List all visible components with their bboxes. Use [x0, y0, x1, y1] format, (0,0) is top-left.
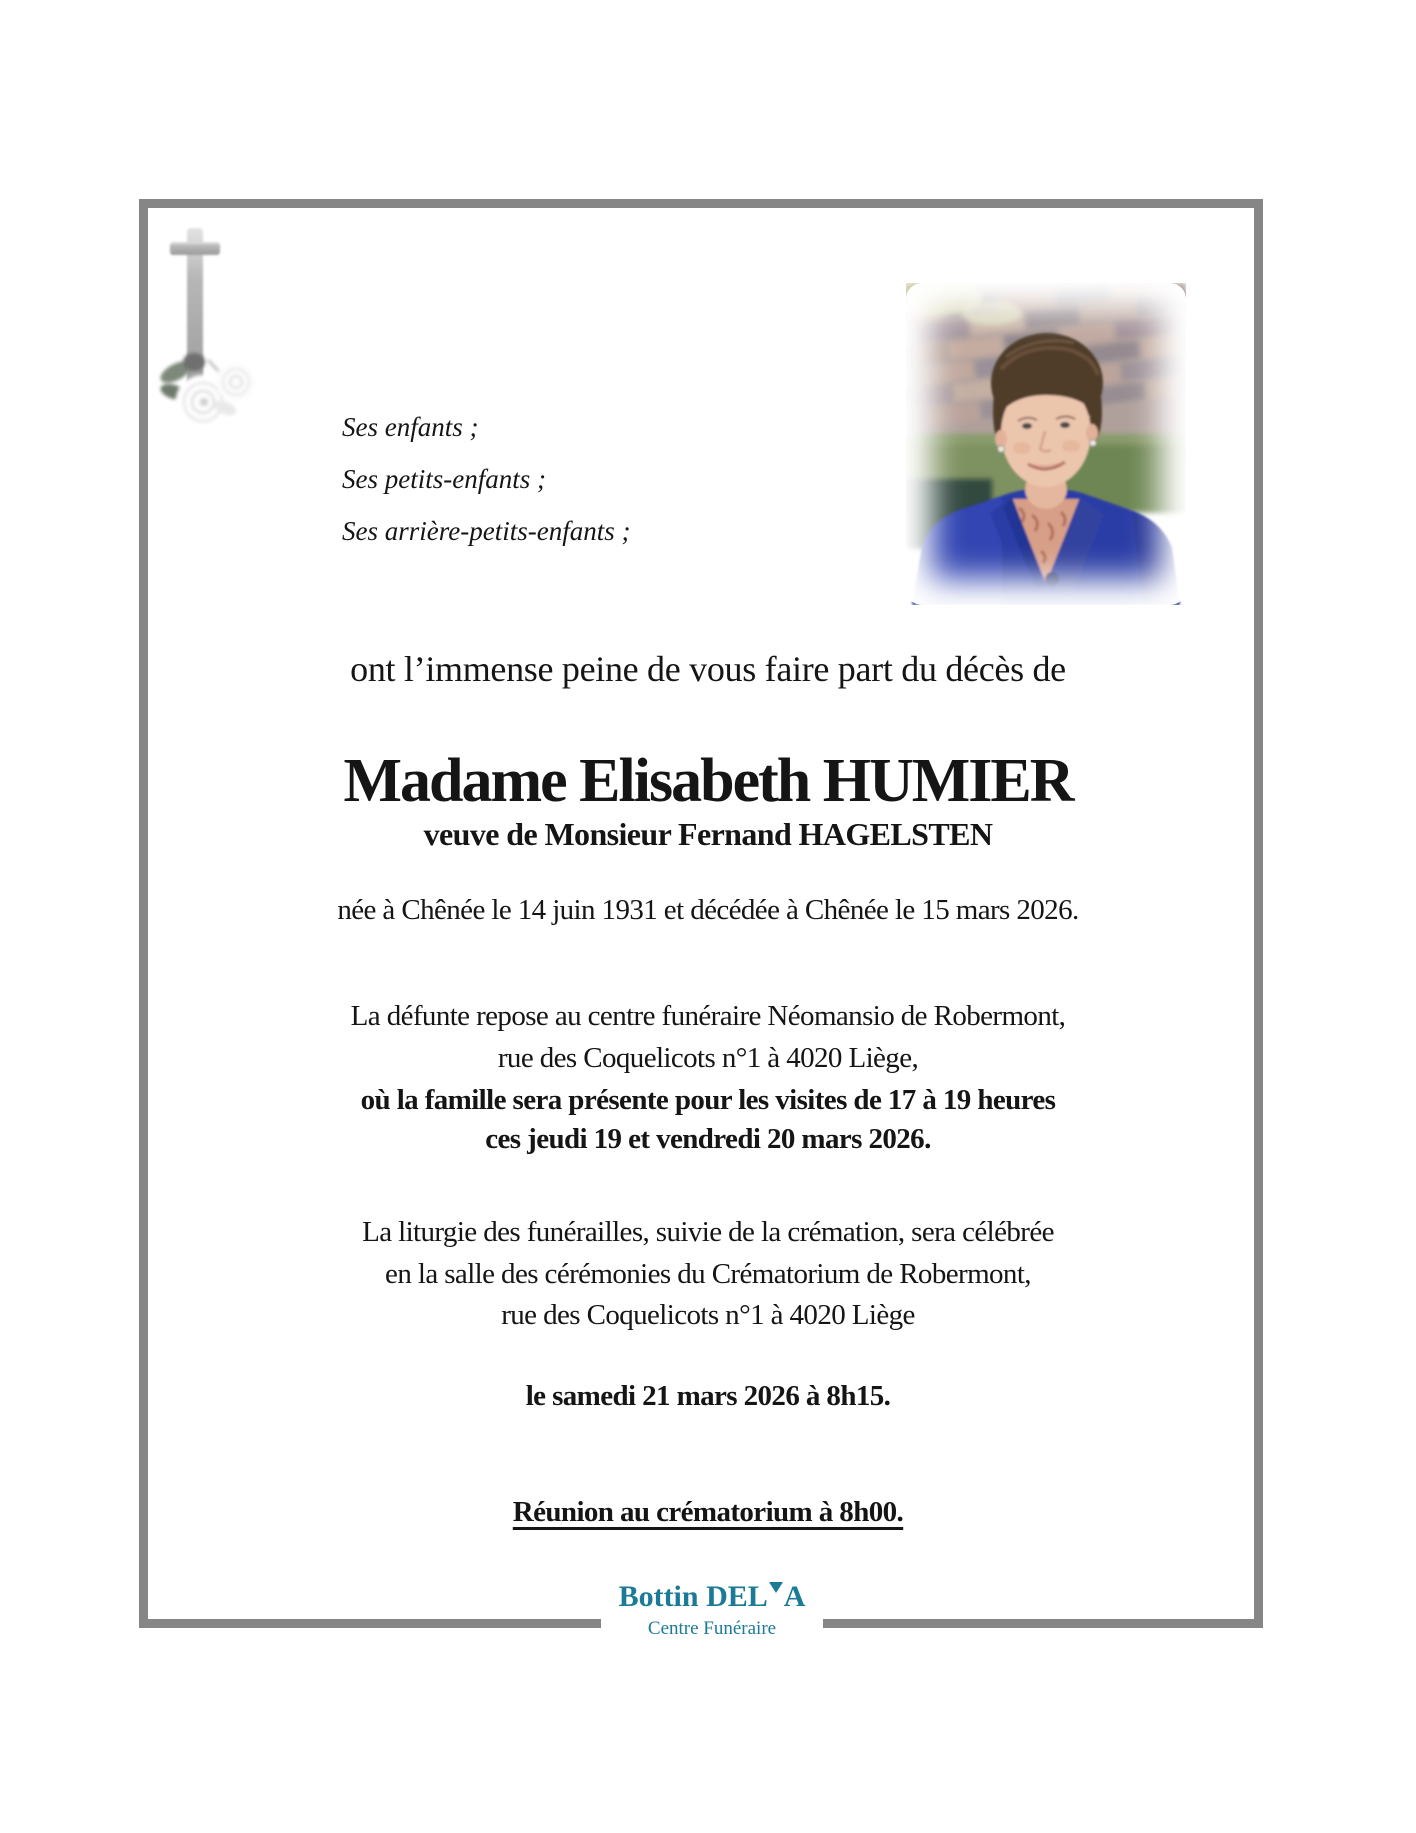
portrait-photo [906, 283, 1186, 605]
logo-brand-suffix: A [783, 1580, 806, 1613]
portrait-svg [906, 283, 1186, 605]
repose-line-1: La défunte repose au centre funéraire Néomansio de Robermont, [350, 1000, 1066, 1032]
relationship-line: veuve de Monsieur Fernand HAGELSTEN [423, 816, 993, 852]
logo-triangle-icon [769, 1582, 783, 1593]
logo [601, 1574, 823, 1660]
intro-line: ont l’immense peine de vous faire part du décès de [350, 649, 1066, 689]
repose-line-2: rue des Coquelicots n°1 à 4020 Liège, [497, 1042, 919, 1074]
logo-brand-prefix: Bottin DEL [618, 1580, 768, 1613]
repose-line-4: ces jeudi 19 et vendredi 20 mars 2026. [485, 1123, 931, 1155]
roses-cluster [157, 353, 256, 429]
family-line-grandchildren: Ses petits-enfants ; [342, 464, 546, 494]
cross-with-roses-icon [150, 210, 265, 445]
cross-roses-svg [150, 210, 265, 445]
family-line-great-grandchildren: Ses arrière-petits-enfants ; [342, 516, 631, 546]
logo-subtitle: Centre Funéraire [647, 1618, 777, 1639]
repose-line-3: où la famille sera présente pour les visites de 17 à 19 heures [360, 1084, 1056, 1116]
logo-brand-name [619, 1582, 806, 1612]
ceremony-line-3: rue des Coquelicots n°1 à 4020 Liège [501, 1299, 915, 1331]
ceremony-line-2: en la salle des cérémonies du Crématorium de Robermont, [385, 1258, 1031, 1290]
deceased-name: Madame Elisabeth HUMIER [343, 747, 1073, 815]
ceremony-line-1: La liturgie des funérailles, suivie de la crémation, sera célébrée [362, 1216, 1054, 1248]
life-dates-line: née à Chênée le 14 juin 1931 et décédée à Chênée le 15 mars 2026. [337, 894, 1079, 926]
ceremony-datetime: le samedi 21 mars 2026 à 8h15. [525, 1380, 891, 1412]
family-line-children: Ses enfants ; [342, 412, 479, 442]
meeting-note: Réunion au crématorium à 8h00. [512, 1496, 904, 1528]
